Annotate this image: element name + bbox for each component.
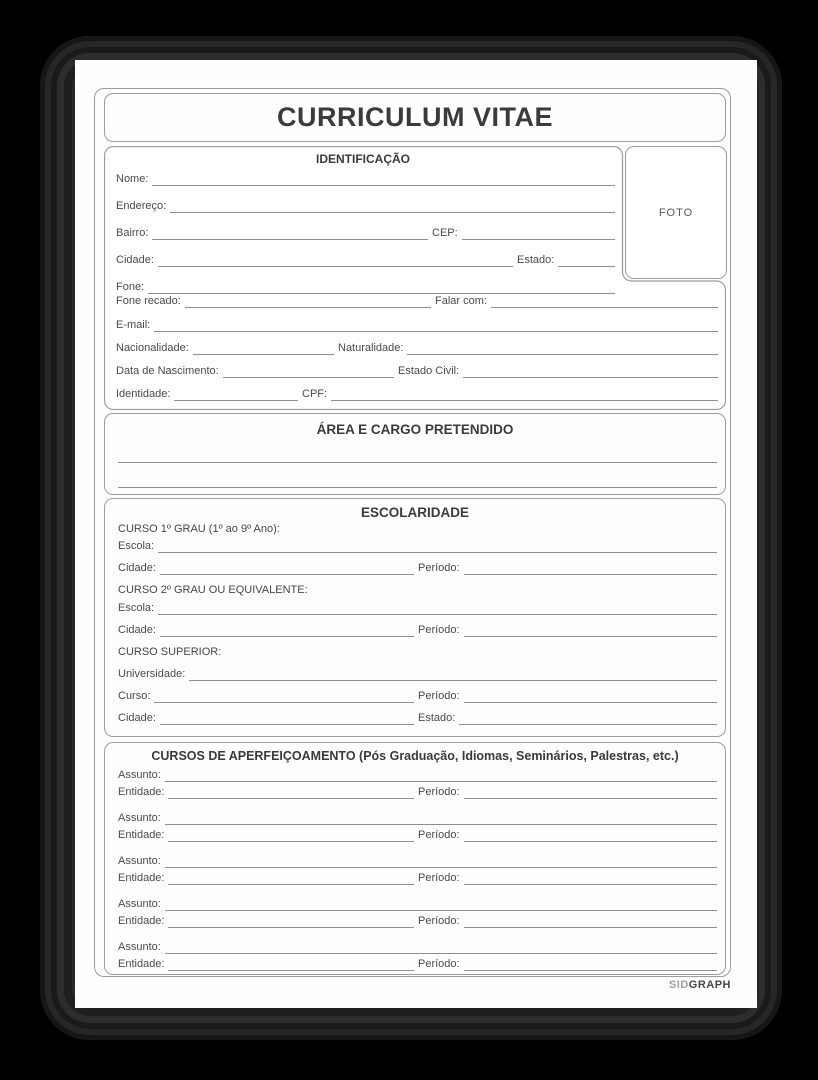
falar-com-input-line[interactable] (491, 291, 718, 308)
form-row-curso-periodo (118, 686, 717, 703)
cidade-2-input-line[interactable] (160, 620, 414, 637)
curso-superior-heading: CURSO SUPERIOR: (118, 646, 222, 658)
form-row-cidade-periodo-1 (118, 558, 717, 575)
form-row-nascimento (116, 361, 718, 378)
form-row-bairro-cep (116, 223, 615, 240)
form-row-cidade-estado-sup (118, 708, 717, 725)
universidade-label: Universidade: (118, 668, 186, 680)
entidade-5-input-line[interactable] (168, 954, 414, 971)
periodo-label: Período: (418, 624, 460, 636)
cidade-input-line[interactable] (158, 250, 513, 267)
assunto-1-input-line[interactable] (165, 765, 717, 782)
form-row-nome (116, 169, 615, 186)
title-box (104, 93, 726, 142)
form-row-entidade-1: Entidade: Período: (118, 782, 717, 799)
periodo-2-input-line[interactable] (464, 620, 717, 637)
sidgraph-logo (669, 979, 731, 991)
bairro-input-line[interactable] (152, 223, 428, 240)
endereco-label: Endereço: (116, 200, 167, 212)
entidade-1-input-line[interactable] (168, 782, 414, 799)
form-row-fone-recado (116, 291, 718, 308)
escolaridade-section (104, 498, 726, 737)
universidade-input-line[interactable] (189, 664, 717, 681)
periodo-curso-5-input-line[interactable] (464, 954, 717, 971)
cidade-sup-input-line[interactable] (160, 708, 414, 725)
periodo-curso-1-input-line[interactable] (464, 782, 717, 799)
periodo-curso-4-input-line[interactable] (464, 911, 717, 928)
form-row-assunto-1: Assunto: (118, 765, 717, 782)
area-cargo-input-line-1[interactable] (118, 462, 717, 463)
nacionalidade-input-line[interactable] (193, 338, 334, 355)
form-row-entidade-5: Entidade: Período: (118, 954, 717, 971)
form-row-email (116, 315, 718, 332)
fone-label: Fone: (116, 281, 145, 293)
estado-sup-input-line[interactable] (459, 708, 717, 725)
form-row-assunto-5: Assunto: (118, 937, 717, 954)
brand-part-dark: GRAPH (688, 979, 731, 991)
form-row-universidade (118, 664, 717, 681)
nome-input-line[interactable] (152, 169, 615, 186)
endereco-input-line[interactable] (170, 196, 615, 213)
form-row-assunto-3: Assunto: (118, 851, 717, 868)
nome-label: Nome: (116, 173, 149, 185)
form-row-endereco (116, 196, 615, 213)
escolaridade-header: ESCOLARIDADE (360, 505, 469, 520)
fone-recado-input-line[interactable] (185, 291, 431, 308)
estado-input-line[interactable] (558, 250, 615, 267)
form-row-entidade-3: Entidade: Período: (118, 868, 717, 885)
periodo-label: Período: (418, 562, 460, 574)
cv-form-page (75, 60, 757, 1008)
assunto-3-input-line[interactable] (165, 851, 717, 868)
escola-label: Escola: (118, 540, 155, 552)
brand-part-light: SID (668, 979, 689, 991)
nacionalidade-label: Nacionalidade: (116, 342, 189, 354)
estado-label: Estado: (418, 712, 456, 724)
cidade-label: Cidade: (116, 254, 154, 266)
periodo-curso-3-input-line[interactable] (464, 868, 717, 885)
form-row-assunto-4: Assunto: (118, 894, 717, 911)
form-row-entidade-2: Entidade: Período: (118, 825, 717, 842)
falar-com-label: Falar com: (435, 295, 487, 307)
periodo-1-input-line[interactable] (464, 558, 717, 575)
data-nascimento-input-line[interactable] (223, 361, 394, 378)
escola-1-input-line[interactable] (158, 536, 717, 553)
estado-civil-input-line[interactable] (463, 361, 718, 378)
area-cargo-section (104, 413, 726, 495)
cidade-label: Cidade: (118, 624, 156, 636)
estado-civil-label: Estado Civil: (398, 365, 460, 377)
bairro-label: Bairro: (116, 227, 149, 239)
periodo-curso-2-input-line[interactable] (464, 825, 717, 842)
periodo-sup-input-line[interactable] (464, 686, 717, 703)
cidade-1-input-line[interactable] (160, 558, 414, 575)
photo-placeholder[interactable] (625, 146, 727, 279)
identidade-input-line[interactable] (174, 384, 298, 401)
email-input-line[interactable] (154, 315, 718, 332)
entidade-3-input-line[interactable] (168, 868, 414, 885)
fone-recado-label: Fone recado: (116, 295, 181, 307)
identification-header: IDENTIFICAÇÃO (316, 152, 410, 166)
estado-label: Estado: (517, 254, 555, 266)
curso-sup-input-line[interactable] (154, 686, 414, 703)
form-row-escola-1 (118, 536, 717, 553)
periodo-label: Período: (418, 690, 460, 702)
curso-2-grau-heading: CURSO 2º GRAU OU EQUIVALENTE: (118, 584, 308, 596)
form-row-cidade-estado (116, 250, 615, 267)
entidade-4-input-line[interactable] (168, 911, 414, 928)
form-row-assunto-2: Assunto: (118, 808, 717, 825)
cep-input-line[interactable] (462, 223, 615, 240)
area-cargo-header: ÁREA E CARGO PRETENDIDO (316, 422, 514, 437)
assunto-5-input-line[interactable] (165, 937, 717, 954)
form-row-escola-2 (118, 598, 717, 615)
form-row-cidade-periodo-2 (118, 620, 717, 637)
page-title: CURRICULUM VITAE (277, 102, 553, 132)
form-row-entidade-4: Entidade: Período: (118, 911, 717, 928)
cpf-label: CPF: (302, 388, 328, 400)
assunto-4-input-line[interactable] (165, 894, 717, 911)
escola-2-input-line[interactable] (158, 598, 717, 615)
form-row-nacionalidade (116, 338, 718, 355)
escola-label: Escola: (118, 602, 155, 614)
cep-label: CEP: (432, 227, 458, 239)
cidade-label: Cidade: (118, 562, 156, 574)
naturalidade-input-line[interactable] (407, 338, 718, 355)
entidade-2-input-line[interactable] (168, 825, 414, 842)
identidade-label: Identidade: (116, 388, 171, 400)
photo-label: FOTO (658, 206, 694, 219)
email-label: E-mail: (116, 319, 151, 331)
cursos-aperfeicoamento-section (104, 742, 726, 975)
naturalidade-label: Naturalidade: (338, 342, 404, 354)
cursos-header: CURSOS DE APERFEIÇOAMENTO (Pós Graduação, Idiomas, Seminários, Palestras, etc.) (151, 749, 679, 763)
cpf-input-line[interactable] (331, 384, 718, 401)
curso-label: Curso: (118, 690, 151, 702)
assunto-2-input-line[interactable] (165, 808, 717, 825)
area-cargo-input-line-2[interactable] (118, 487, 717, 488)
curso-1-grau-heading: CURSO 1º GRAU (1º ao 9º Ano): (118, 523, 280, 535)
data-nascimento-label: Data de Nascimento: (116, 365, 219, 377)
cidade-label: Cidade: (118, 712, 156, 724)
form-row-identidade (116, 384, 718, 401)
